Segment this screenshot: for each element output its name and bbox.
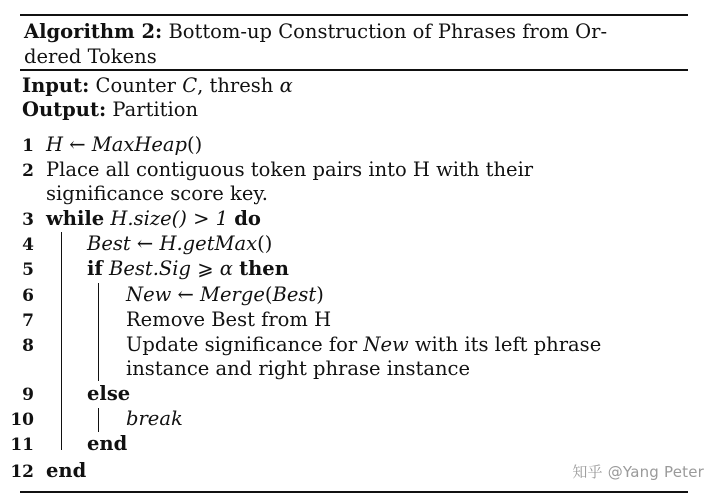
code-line-6: [126, 283, 324, 307]
code-line-3: [46, 207, 261, 231]
input-text-b: , thresh: [197, 74, 280, 97]
algorithm-caption: [24, 19, 684, 69]
code-line-1: [46, 133, 202, 157]
then-keyword: then: [239, 257, 289, 280]
line-number-3: 3: [22, 210, 34, 230]
merge-arg: Best: [272, 283, 317, 306]
merge-call: Merge: [200, 283, 265, 306]
if-condition: Best.Sig: [109, 257, 191, 280]
getmax-paren: (): [257, 232, 273, 255]
merge-open-paren: (: [264, 283, 273, 306]
code-line-9: [87, 382, 130, 406]
getmax-call: H.getMax: [159, 232, 258, 255]
else-block-bar: [98, 408, 99, 432]
caption-label: Algorithm 2:: [24, 20, 163, 43]
line-number-10: 10: [10, 410, 34, 430]
code-line-5: [87, 257, 289, 281]
while-condition: H.size() > 1: [110, 207, 229, 230]
code-line-8a: [126, 333, 601, 357]
line-number-4: 4: [22, 235, 34, 255]
threshold-alpha: α: [219, 257, 233, 280]
code-line-2a: Place all contiguous token pairs into H with their: [46, 158, 534, 181]
line-number-2: 2: [22, 161, 34, 181]
line-number-11: 11: [10, 435, 34, 455]
top-rule: [20, 14, 688, 16]
geq-operator: ⩾: [191, 257, 220, 280]
if-block-bar: [98, 283, 99, 381]
line-number-1: 1: [22, 136, 34, 156]
update-new-var: New: [363, 333, 409, 356]
caption-title-line1: Bottom-up Construction of Phrases from Or-: [168, 20, 608, 43]
code-line-4: [87, 232, 272, 256]
input-text-a: Counter: [95, 74, 183, 97]
bottom-rule: [20, 491, 688, 493]
output-text: Partition: [112, 98, 199, 121]
line-number-7: 7: [22, 311, 34, 331]
line-number-5: 5: [22, 260, 34, 280]
break-keyword: break: [126, 407, 183, 430]
line-number-12: 12: [10, 462, 34, 482]
output-line: [22, 98, 198, 122]
assign-arrow: ←: [171, 283, 201, 306]
code-line-10: [126, 407, 183, 431]
code-line-12: [46, 459, 86, 483]
watermark: 知乎 @Yang Peter: [572, 463, 704, 481]
else-keyword: else: [87, 382, 131, 405]
line-number-8: 8: [22, 336, 34, 356]
maxheap-call: MaxHeap: [91, 133, 188, 156]
assign-arrow: ←: [63, 133, 92, 156]
line-number-9: 9: [22, 385, 34, 405]
do-keyword: do: [234, 207, 261, 230]
update-text-b: with its left phrase: [408, 333, 602, 356]
code-line-11: [87, 432, 127, 456]
if-keyword: if: [87, 257, 103, 280]
while-block-bar: [61, 232, 62, 450]
end-while-keyword: end: [46, 459, 87, 482]
heap-var: H: [46, 133, 64, 156]
caption-rule: [20, 69, 688, 71]
assign-arrow: ←: [130, 232, 160, 255]
input-alpha: α: [279, 74, 293, 97]
caption-title-line2: dered Tokens: [24, 45, 157, 68]
input-line: [22, 74, 293, 98]
end-if-keyword: end: [87, 432, 128, 455]
code-line-2b: significance score key.: [46, 182, 269, 205]
update-text-a: Update significance for: [126, 333, 364, 356]
new-var: New: [126, 283, 172, 306]
input-label: Input:: [22, 74, 90, 97]
merge-close-paren: ): [316, 283, 324, 306]
input-counter-var: C: [182, 74, 198, 97]
code-line-8b: instance and right phrase instance: [126, 357, 471, 380]
output-label: Output:: [22, 98, 107, 121]
best-var: Best: [87, 232, 131, 255]
maxheap-paren: (): [187, 133, 203, 156]
line-number-6: 6: [22, 286, 34, 306]
while-keyword: while: [46, 207, 105, 230]
code-line-7: Remove Best from H: [126, 308, 332, 331]
